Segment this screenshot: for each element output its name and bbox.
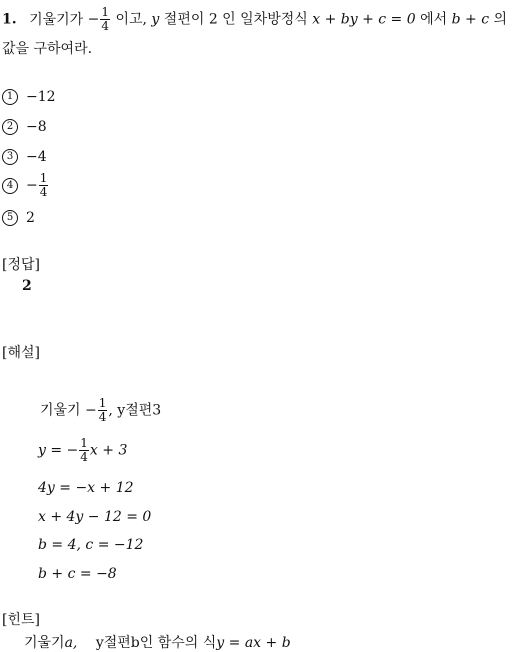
choice-3-mark: 3 — [2, 149, 18, 165]
explanation-line-4: x + 4y − 12 = 0 — [38, 509, 152, 525]
explanation-line-3: 4y = −x + 12 — [38, 480, 134, 496]
explanation-line-1: 기울기 − $\frac{1}{4}$ , y절편3 — [40, 396, 162, 424]
choice-4-mark: 4 — [2, 178, 18, 194]
choice-1[interactable]: 1 −12 — [2, 89, 56, 105]
choice-1-mark: 1 — [2, 89, 18, 105]
answer-value: 2 — [22, 278, 32, 294]
explanation-label: [해설] — [2, 345, 40, 361]
question-number: 1. — [2, 11, 17, 28]
choice-3[interactable]: 3 −4 — [2, 149, 47, 165]
choice-2-mark: 2 — [2, 119, 18, 135]
explanation-line-2: y = − $\frac{1}{4}$ x + 3 — [38, 436, 128, 464]
slope-fraction: $\frac{1}{4}$ — [101, 5, 110, 33]
answer-label: [정답] — [2, 257, 40, 273]
choice-4[interactable]: 4 − $\frac{1}{4}$ — [2, 172, 49, 199]
choice-5[interactable]: 5 2 — [2, 210, 35, 226]
explanation-line-5: b = 4, c = −12 — [38, 537, 144, 553]
hint-text: 기울기a, y절편b인 함수의 식y = ax + b — [24, 635, 291, 651]
question-line-2: 값을 구하여라. — [2, 41, 93, 57]
explanation-line-6: b + c = −8 — [38, 566, 117, 582]
question-line-1: 1. 기울기가 − $\frac{1}{4}$ 이고, y 절편이 2 인 일차방정식 x + by + c = 0 에서 b + c 의 — [2, 5, 508, 33]
hint-label: [힌트] — [2, 612, 40, 628]
choice-2[interactable]: 2 −8 — [2, 119, 47, 135]
choice-5-mark: 5 — [2, 210, 18, 226]
question-equation: x + by + c = 0 — [312, 11, 416, 28]
